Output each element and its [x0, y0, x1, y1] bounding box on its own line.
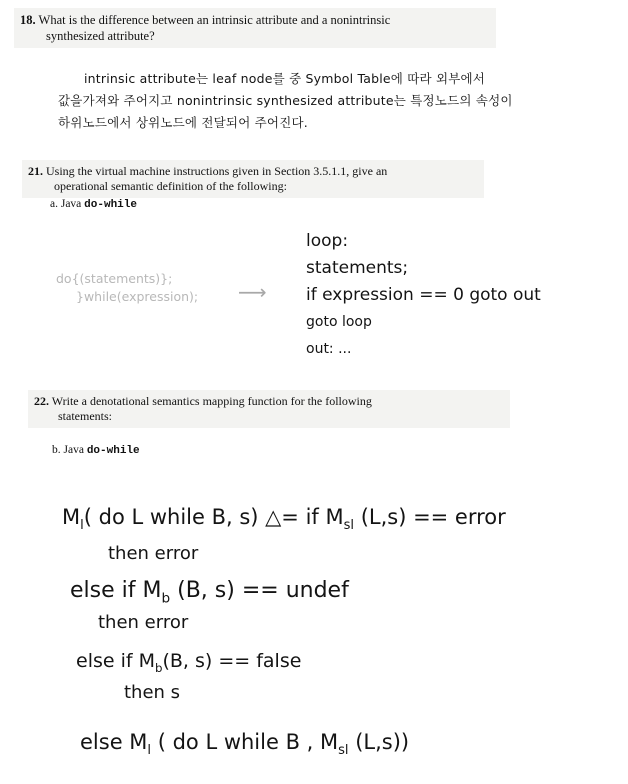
semantics-subscript: b	[161, 590, 171, 607]
semantics-line: then error	[98, 612, 189, 633]
question-18	[14, 8, 496, 48]
semantics-line: then error	[108, 543, 199, 564]
answer-line: intrinsic attribute는 leaf node를 중 Symbol Table에 따라 외부에서	[84, 71, 486, 86]
semantics-text: M	[62, 505, 81, 529]
semantics-subscript: sl	[343, 518, 355, 534]
answer-line: 하위노드에서 상위노드에 전달되어 주어진다.	[58, 115, 308, 130]
dowhile-line: do{(statements)};	[56, 271, 173, 286]
semantics-text: else if M	[76, 650, 155, 672]
semantics-text: (L,s) == error	[354, 505, 506, 529]
semantics-line	[80, 730, 409, 758]
semantics-text: ( do L while B , M	[151, 730, 339, 754]
answer-18	[58, 68, 513, 134]
semantics-text: (L,s))	[348, 730, 410, 754]
question-number: 21.	[28, 164, 43, 178]
sub-question-a	[50, 198, 137, 211]
question-number: 18.	[20, 13, 36, 27]
operational-semantics-code	[306, 228, 541, 363]
semantics-line: then s	[124, 682, 181, 703]
dowhile-line: }while(expression);	[76, 289, 199, 304]
sub-question-label: a. Java	[50, 198, 82, 210]
arrow-icon: ⟶	[238, 280, 267, 304]
question-text: statements:	[58, 409, 112, 423]
sub-question-label: b. Java	[52, 444, 84, 456]
code-line: loop:	[306, 231, 349, 251]
question-text: What is the difference between an intrinsic attribute and a nonintrinsic	[38, 13, 391, 27]
semantics-text: else if M	[70, 578, 162, 603]
semantics-line	[62, 505, 506, 533]
semantics-line	[70, 578, 349, 606]
sub-question-b	[52, 444, 140, 457]
question-22	[28, 390, 510, 428]
answer-line: 값을가져와 주어지고 nonintrinsic synthesized attribute는 특정노드의 속성이	[58, 93, 513, 108]
semantics-subscript: b	[155, 660, 163, 675]
code-line: goto loop	[306, 314, 372, 330]
question-number: 22.	[34, 394, 49, 408]
question-text: synthesized attribute?	[46, 29, 155, 43]
semantics-text: (B, s) == false	[162, 650, 302, 672]
semantics-line	[76, 650, 301, 675]
question-text: Write a denotational semantics mapping function for the following	[51, 394, 372, 408]
semantics-text: (B, s) == undef	[170, 578, 349, 603]
sub-question-code: do-while	[86, 445, 140, 457]
question-text: operational semantic definition of the following:	[54, 179, 287, 193]
code-line: if expression == 0 goto out	[306, 285, 541, 305]
code-line: statements;	[306, 258, 409, 278]
semantics-subscript: sl	[338, 743, 349, 759]
semantics-subscript: l	[147, 743, 152, 759]
question-text: Using the virtual machine instructions given in Section 3.5.1.1, give an	[46, 164, 388, 178]
dowhile-sketch	[56, 270, 198, 306]
question-21	[22, 160, 484, 198]
semantics-subscript: l	[80, 518, 84, 534]
semantics-text: ( do L while B, s) △= if M	[83, 505, 344, 529]
sub-question-code: do-while	[84, 199, 137, 211]
semantics-text: else M	[80, 730, 148, 754]
code-line: out: ...	[306, 341, 352, 357]
